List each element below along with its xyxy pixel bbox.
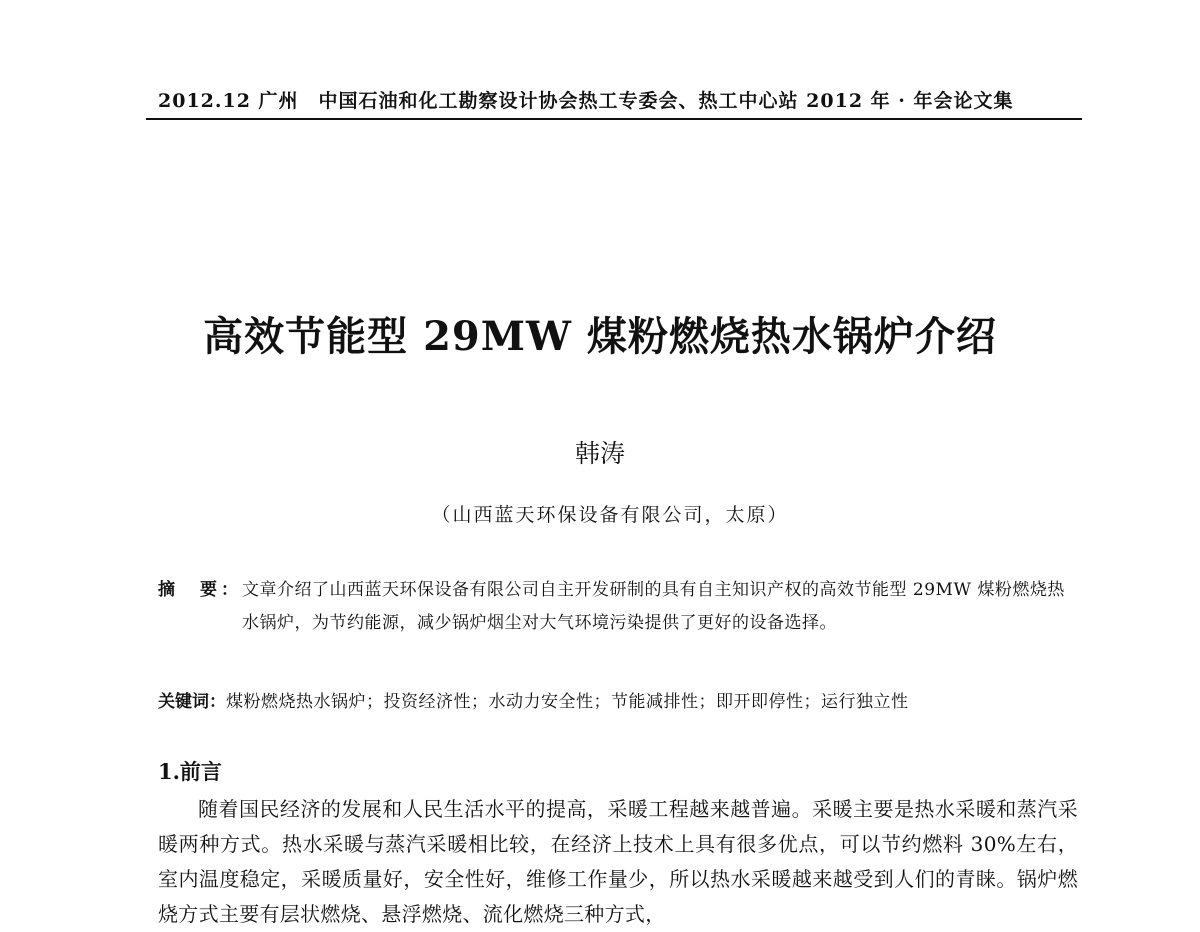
abstract-text: 文章介绍了山西蓝天环保设备有限公司自主开发研制的具有自主知识产权的高效节能型 29MW 煤粉燃烧热水锅炉，为节约能源，减少锅炉烟尘对大气环境污染提供了更好的设备选择。 [242, 580, 1065, 633]
abstract-block [158, 574, 1078, 640]
keywords-block [158, 688, 1078, 716]
author-affiliation: （山西蓝天环保设备有限公司，太原） [431, 504, 789, 526]
paper-title: 高效节能型 29MW 煤粉燃烧热水锅炉介绍 [203, 313, 997, 360]
author-name: 韩涛 [574, 439, 625, 468]
abstract-label: 摘 要： [158, 580, 242, 600]
header-rule [146, 118, 1082, 120]
keywords-label: 关键词： [158, 692, 226, 712]
section-heading: 1.前言 [158, 759, 222, 784]
body-paragraph: 随着国民经济的发展和人民生活水平的提高，采暖工程越来越普遍。采暖主要是热水采暖和蒸汽采暖两种方式。热水采暖与蒸汽采暖相比较，在经济上技术上具有很多优点，可以节约燃料 30%左右，室内温度稳定，采暖质量好，安全性好，维修工作量少，所以热水采暖越来越受到人们的青睐。锅炉燃烧方式主要有层状燃烧、悬浮燃烧、流化燃烧三种方式， [158, 797, 1078, 926]
keywords-text: 煤粉燃烧热水锅炉；投资经济性；水动力安全性；节能减排性；即开即停性；运行独立性 [226, 692, 909, 712]
running-header: 2012.12 广州 中国石油和化工勘察设计协会热工专委会、热工中心站 2012 年 · 年会论文集 [158, 90, 1014, 112]
